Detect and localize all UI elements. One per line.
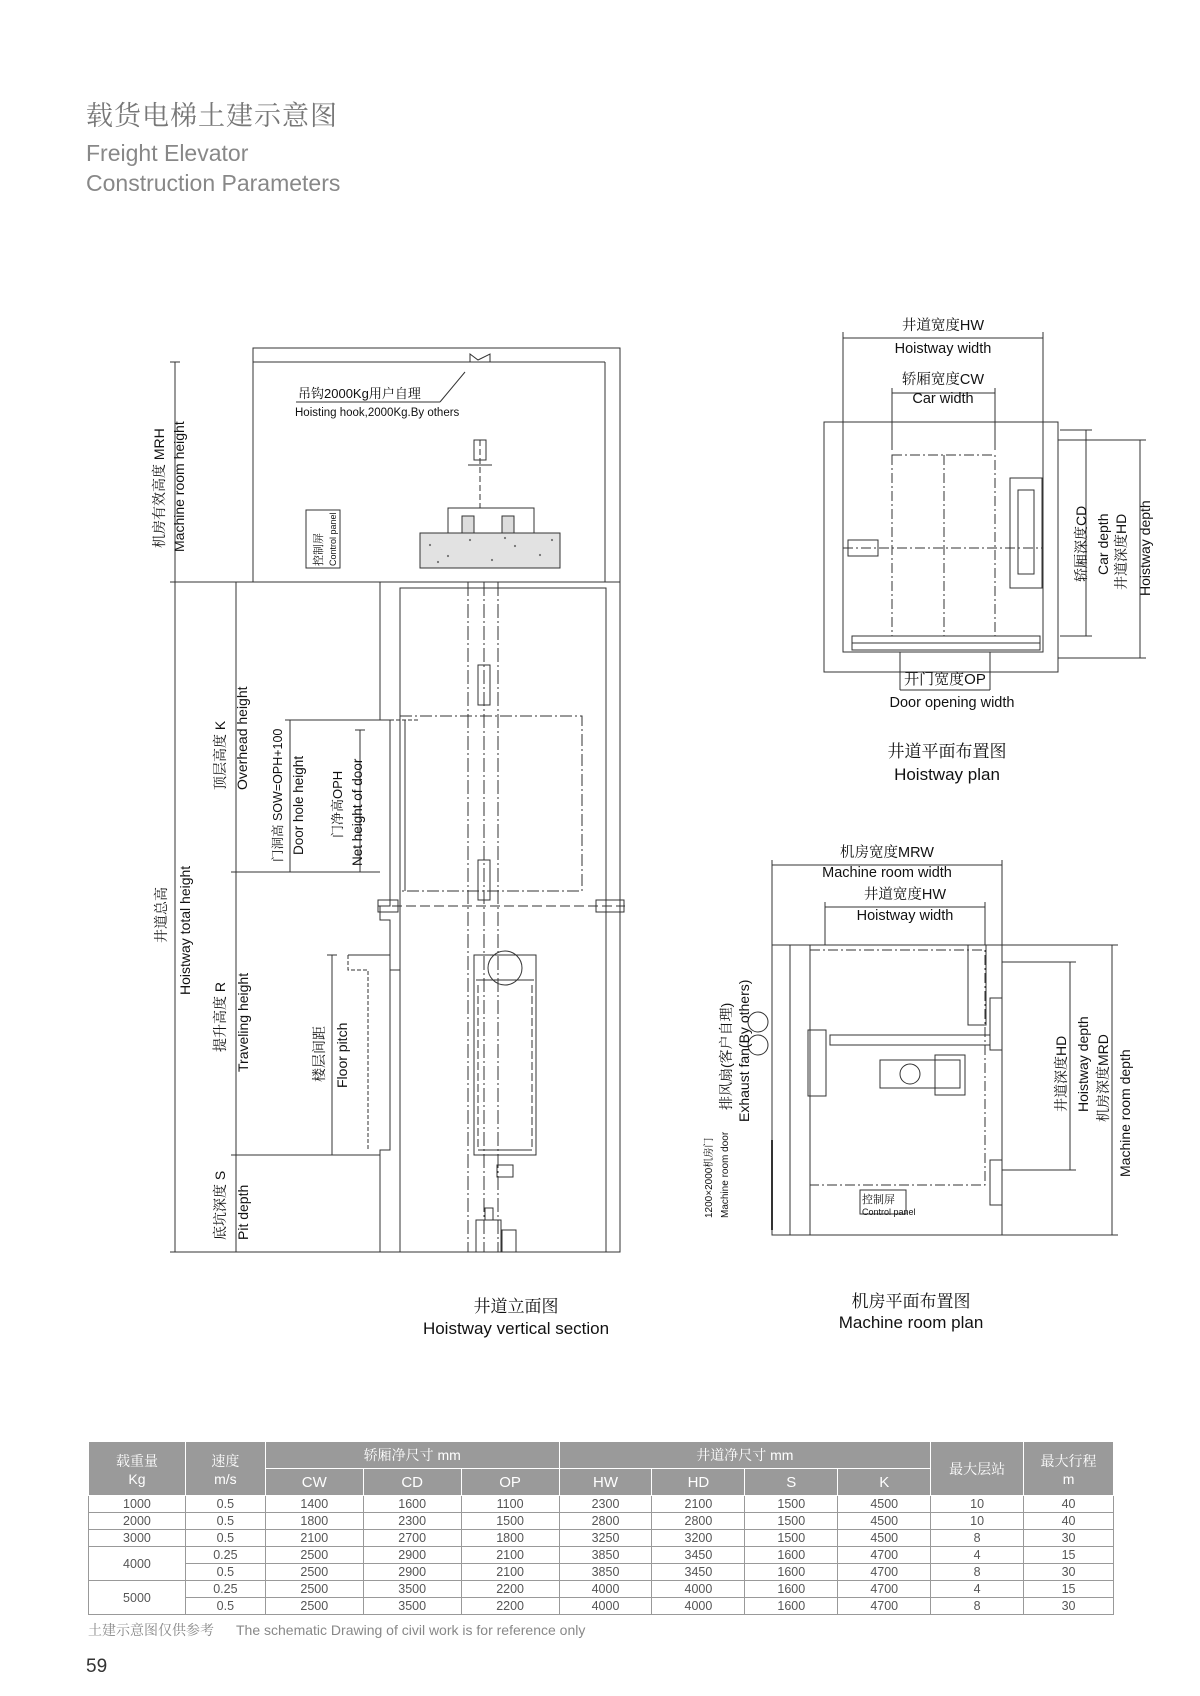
- hd-label-en: Hoistway depth: [1137, 500, 1153, 596]
- footnote-en: The schematic Drawing of civil work is for reference only: [236, 1622, 586, 1638]
- cell-hd: 3450: [652, 1547, 745, 1564]
- cell-hw: 2800: [559, 1513, 652, 1530]
- cell-cw: 2500: [265, 1598, 363, 1615]
- cell-hd: 4000: [652, 1598, 745, 1615]
- mrp-hw-label-cn: 井道宽度HW: [863, 887, 947, 903]
- cell-cd: 2700: [363, 1530, 461, 1547]
- cell-load: 2000: [89, 1513, 186, 1530]
- mr-door-label-en: Machine room door: [720, 1131, 731, 1218]
- cell-hw: 4000: [559, 1598, 652, 1615]
- cell-op: 2100: [461, 1547, 559, 1564]
- hoistway-plan-outline: [824, 422, 1058, 672]
- floor-pitch-label-cn: 楼层间距: [311, 1026, 327, 1082]
- cell-speed: 0.25: [185, 1581, 265, 1598]
- col-travel: [1024, 1442, 1114, 1496]
- hw-label-cn: 井道宽度HW: [901, 318, 985, 334]
- hook-label-cn: 吊钩2000Kg用户自理: [298, 386, 421, 401]
- col-load-cn: 载重量: [115, 1452, 158, 1469]
- cd-label-en: Car depth: [1095, 513, 1111, 575]
- cell-op: 1100: [461, 1496, 559, 1513]
- cell-s: 1600: [745, 1581, 838, 1598]
- cell-hd: 3450: [652, 1564, 745, 1581]
- table-row: [89, 1513, 1114, 1530]
- mrd-label-en: Machine room depth: [1117, 1049, 1133, 1177]
- floor-pitch-label-en: Floor pitch: [334, 1022, 350, 1088]
- cell-hw: 3850: [559, 1547, 652, 1564]
- specification-table: [88, 1441, 1114, 1615]
- fan-label-cn: 排风扇(客户自理): [718, 1002, 734, 1110]
- cell-hd: 4000: [652, 1581, 745, 1598]
- mr-door-label-cn: 1200×2000机房门: [704, 1137, 715, 1218]
- cell-cd: 2900: [363, 1564, 461, 1581]
- col-cd: CD: [363, 1469, 461, 1496]
- cell-s: 1600: [745, 1564, 838, 1581]
- overhead-label-cn: 顶层高度 K: [212, 720, 228, 790]
- cell-stops: 10: [931, 1513, 1024, 1530]
- cell-hw: 3250: [559, 1530, 652, 1547]
- page-number: 59: [86, 1656, 108, 1677]
- mrp-hd-label-en: Hoistway depth: [1075, 1016, 1091, 1112]
- cell-s: 1500: [745, 1530, 838, 1547]
- mrp-control-label-en: Control panel: [862, 1207, 916, 1217]
- hw-label-en: Hoistway width: [894, 341, 992, 357]
- cell-hd: 2800: [652, 1513, 745, 1530]
- hoistway-plan-caption-cn: 井道平面布置图: [887, 742, 1007, 761]
- col-group-car: 轿厢净尺寸 mm: [265, 1442, 559, 1469]
- cell-hw: 4000: [559, 1581, 652, 1598]
- page-title-en-line2: Construction Parameters: [86, 170, 341, 196]
- counterweight-plan: [1010, 478, 1042, 588]
- total-height-label-en: Hoistway total height: [177, 865, 193, 995]
- cell-travel: 30: [1024, 1598, 1114, 1615]
- machine-room-beam: [808, 1030, 826, 1096]
- cell-travel: 40: [1024, 1496, 1114, 1513]
- footnote: [88, 1620, 607, 1640]
- col-load: [89, 1442, 186, 1496]
- table-row: [89, 1598, 1114, 1615]
- cell-cw: 2500: [265, 1564, 363, 1581]
- col-speed-cn: 速度: [211, 1452, 240, 1469]
- cell-s: 1500: [745, 1496, 838, 1513]
- cell-cd: 2300: [363, 1513, 461, 1530]
- traction-machine: [448, 508, 534, 533]
- mrp-control-label-cn: 控制屏: [862, 1194, 895, 1206]
- door-hole-label-en: Door hole height: [291, 755, 306, 855]
- hd-label-cn: 井道深度HD: [1113, 513, 1129, 590]
- cell-load: 3000: [89, 1530, 186, 1547]
- mrh-label-cn: 机房有效高度 MRH: [151, 428, 167, 548]
- cell-op: 2200: [461, 1598, 559, 1615]
- cell-cd: 2900: [363, 1547, 461, 1564]
- cell-load: 1000: [89, 1496, 186, 1513]
- cell-hd: 3200: [652, 1530, 745, 1547]
- car-frame: [400, 716, 582, 891]
- hook-leader-line: [440, 372, 465, 402]
- overhead-label-en: Overhead height: [234, 686, 250, 790]
- cd-label-cn: 轿厢深度CD: [1073, 505, 1089, 582]
- cell-op: 1500: [461, 1513, 559, 1530]
- cell-cw: 2100: [265, 1530, 363, 1547]
- travel-height-label-en: Traveling height: [235, 972, 251, 1072]
- cell-travel: 40: [1024, 1513, 1114, 1530]
- cell-load: 4000: [89, 1547, 186, 1581]
- cell-stops: 8: [931, 1530, 1024, 1547]
- op-label-en: Door opening width: [889, 695, 1015, 711]
- col-hw: HW: [559, 1469, 652, 1496]
- cell-k: 4500: [838, 1496, 931, 1513]
- cell-load: 5000: [89, 1581, 186, 1615]
- control-panel-label-en: Control panel: [328, 512, 338, 566]
- cell-cd: 1600: [363, 1496, 461, 1513]
- hoistway-wall: [253, 582, 620, 1252]
- cell-hd: 2100: [652, 1496, 745, 1513]
- cell-op: 1800: [461, 1530, 559, 1547]
- cell-s: 1600: [745, 1598, 838, 1615]
- specification-table-wrap: [88, 1441, 1114, 1615]
- mrp-hw-label-en: Hoistway width: [856, 908, 954, 924]
- table-row: [89, 1530, 1114, 1547]
- mrp-hd-label-cn: 井道深度HD: [1053, 1035, 1069, 1112]
- col-travel-unit: m: [1062, 1470, 1075, 1487]
- table-row: [89, 1564, 1114, 1581]
- cell-k: 4700: [838, 1547, 931, 1564]
- mrd-label-cn: 机房深度MRD: [1095, 1034, 1111, 1122]
- cell-cw: 2500: [265, 1581, 363, 1598]
- col-hd: HD: [652, 1469, 745, 1496]
- col-group-shaft: 井道净尺寸 mm: [559, 1442, 931, 1469]
- page-title-cn: 载货电梯土建示意图: [86, 101, 338, 131]
- cw-label-en: Car width: [912, 391, 974, 407]
- cell-cw: 1400: [265, 1496, 363, 1513]
- cell-travel: 15: [1024, 1547, 1114, 1564]
- cell-cw: 1800: [265, 1513, 363, 1530]
- mrh-label-en: Machine room height: [171, 421, 187, 552]
- cell-op: 2100: [461, 1564, 559, 1581]
- col-speed: [185, 1442, 265, 1496]
- table-row: [89, 1496, 1114, 1513]
- machine-room-plan: [702, 843, 1133, 1332]
- cell-cd: 3500: [363, 1598, 461, 1615]
- cell-stops: 4: [931, 1547, 1024, 1564]
- col-op: OP: [461, 1469, 559, 1496]
- col-s: S: [745, 1469, 838, 1496]
- pit-depth-label-cn: 底坑深度 S: [212, 1170, 228, 1240]
- op-label-cn: 开门宽度OP: [904, 671, 986, 688]
- cell-stops: 8: [931, 1564, 1024, 1581]
- cell-k: 4700: [838, 1564, 931, 1581]
- cell-k: 4700: [838, 1581, 931, 1598]
- cell-speed: 0.5: [185, 1530, 265, 1547]
- control-panel-label-cn: 控制屏: [313, 533, 325, 566]
- cell-travel: 30: [1024, 1530, 1114, 1547]
- cell-hw: 3850: [559, 1564, 652, 1581]
- cell-speed: 0.5: [185, 1496, 265, 1513]
- mrw-label-en: Machine room width: [822, 865, 952, 881]
- cell-speed: 0.5: [185, 1564, 265, 1581]
- cell-s: 1500: [745, 1513, 838, 1530]
- cell-speed: 0.5: [185, 1598, 265, 1615]
- cell-stops: 8: [931, 1598, 1024, 1615]
- hook-label-en: Hoisting hook,2000Kg.By others: [295, 407, 460, 419]
- cell-cd: 3500: [363, 1581, 461, 1598]
- machine-plan-caption-en: Machine room plan: [838, 1313, 984, 1332]
- vertical-section-caption-cn: 井道立面图: [473, 1297, 559, 1316]
- net-door-label-en: Net height of door: [350, 758, 365, 866]
- cell-cw: 2500: [265, 1547, 363, 1564]
- mrw-label-cn: 机房宽度MRW: [840, 845, 934, 861]
- hoistway-inner: [400, 588, 606, 1252]
- fan-label-en: Exhaust fan(By others): [736, 979, 752, 1122]
- travel-height-label-cn: 提升高度 R: [212, 982, 228, 1052]
- total-height-label-cn: 井道总高: [153, 887, 169, 943]
- pit-depth-label-en: Pit depth: [235, 1184, 251, 1240]
- page-title-en-line1: Freight Elevator: [86, 140, 249, 166]
- hoistway-plan-caption-en: Hoistway plan: [894, 765, 1000, 784]
- cell-hw: 2300: [559, 1496, 652, 1513]
- machine-plan-caption-cn: 机房平面布置图: [851, 1292, 971, 1311]
- cw-label-cn: 轿厢宽度CW: [901, 372, 985, 388]
- footnote-cn: 土建示意图仅供参考: [88, 1622, 214, 1638]
- col-stops: 最大层站: [931, 1442, 1024, 1496]
- col-k: K: [838, 1469, 931, 1496]
- cell-travel: 30: [1024, 1564, 1114, 1581]
- hoistway-plan: [824, 316, 1153, 784]
- hoistway-vertical-section: [151, 348, 625, 1338]
- cell-k: 4700: [838, 1598, 931, 1615]
- cell-stops: 4: [931, 1581, 1024, 1598]
- vertical-section-caption-en: Hoistway vertical section: [422, 1319, 610, 1338]
- cell-stops: 10: [931, 1496, 1024, 1513]
- cell-op: 2200: [461, 1581, 559, 1598]
- cell-k: 4500: [838, 1513, 931, 1530]
- door-hole-label-cn: 门洞高 SOW=OPH+100: [271, 728, 285, 862]
- table-row: [89, 1547, 1114, 1564]
- cell-speed: 0.25: [185, 1547, 265, 1564]
- cell-speed: 0.5: [185, 1513, 265, 1530]
- cell-travel: 15: [1024, 1581, 1114, 1598]
- col-travel-cn: 最大行程: [1040, 1452, 1097, 1469]
- col-cw: CW: [265, 1469, 363, 1496]
- net-door-label-cn: 门净高OPH: [330, 770, 345, 838]
- cell-k: 4500: [838, 1530, 931, 1547]
- col-speed-unit: m/s: [214, 1470, 237, 1487]
- cell-s: 1600: [745, 1547, 838, 1564]
- table-row: [89, 1581, 1114, 1598]
- col-load-unit: Kg: [128, 1470, 146, 1487]
- machine-base: [420, 533, 560, 568]
